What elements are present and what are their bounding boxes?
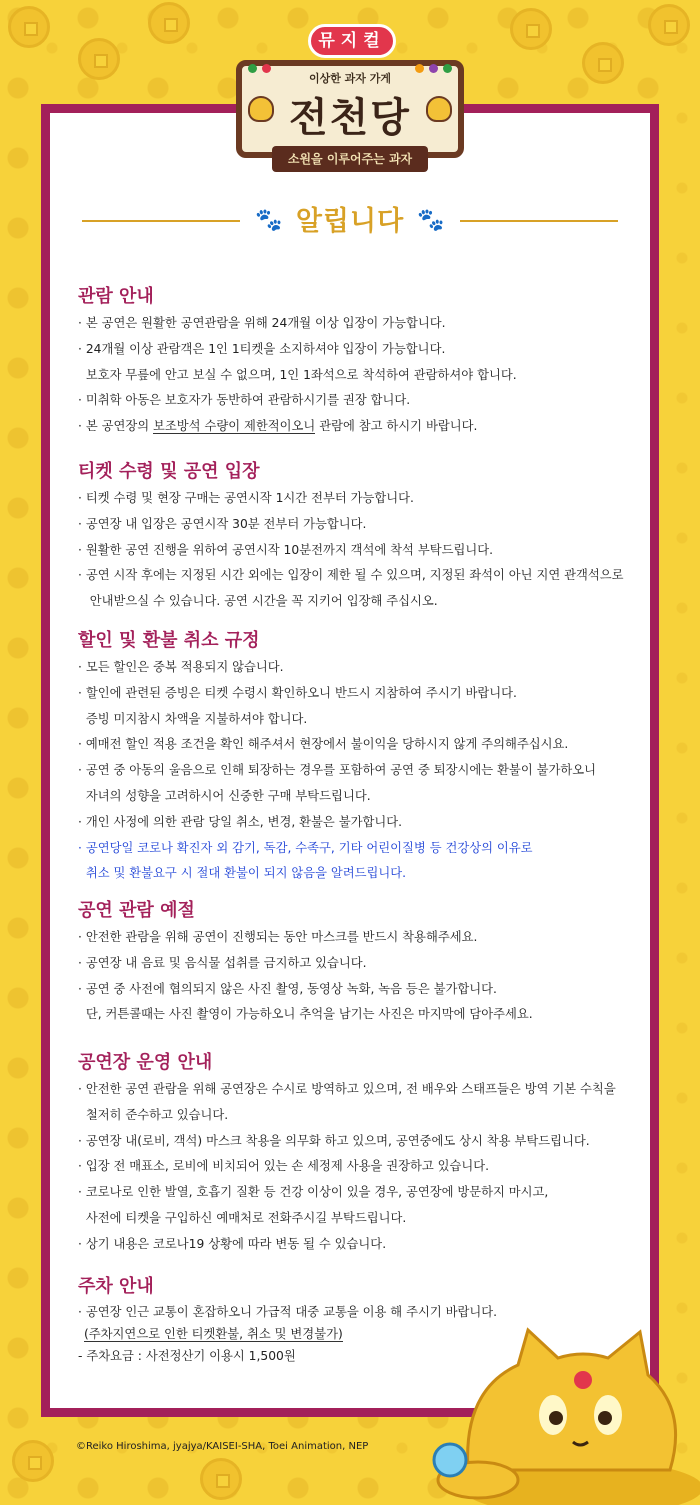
notice-heading xyxy=(50,199,650,238)
list-item: · 공연장 인근 교통이 혼잡하오니 가급적 대중 교통을 이용 해 주시기 바랍니다. xyxy=(78,1305,498,1319)
list-item: · 할인에 관련된 증빙은 티켓 수령시 확인하오니 반드시 지참하여 주시기 바랍니다. xyxy=(78,685,517,700)
section-title: 주차 안내 xyxy=(78,1276,154,1297)
list-item: · 공연장 내(로비, 객석) 마스크 착용을 의무화 하고 있으며, 공연중에도 상시 착용 부탁드립니다. xyxy=(78,1133,590,1148)
coin-icon xyxy=(510,8,552,50)
list-item: · 본 공연은 원활한 공연관람을 위해 24개월 이상 입장이 가능합니다. xyxy=(78,316,446,330)
list-item: · 공연 시작 후에는 지정된 시간 외에는 입장이 제한 될 수 있으며, 지정된 좌석이 아닌 지연 관객석으로 xyxy=(78,568,624,583)
list-item: · 모든 할인은 중복 적용되지 않습니다. xyxy=(78,660,284,674)
notice-paper xyxy=(50,113,650,1408)
list-item: · 미취학 아동은 보호자가 동반하여 관람하시기를 권장 합니다. xyxy=(78,393,411,408)
underlined-text: 보조방석 수량이 제한적이오니 xyxy=(153,419,316,434)
list-item: · 상기 내용은 코로나19 상황에 따라 변동 될 수 있습니다. xyxy=(78,1236,387,1251)
heading-line-right xyxy=(460,220,618,222)
notice-title: 알립니다 xyxy=(295,206,405,237)
show-logo xyxy=(228,24,472,174)
list-item: · 공연 중 아동의 울음으로 인해 퇴장하는 경우를 포함하여 공연 중 퇴장시에는 환불이 불가하오니 xyxy=(78,763,596,778)
coin-icon xyxy=(648,4,690,46)
list-item: · 원활한 공연 진행을 위하여 공연시작 10분전까지 객석에 착석 부탁드립니다. xyxy=(78,542,494,557)
parking-fee: - 주차요금 : 사전정산기 이용시 1,500원 xyxy=(78,1349,296,1363)
warning-item: 취소 및 환불요구 시 절대 환불이 되지 않음을 알려드립니다. xyxy=(78,866,407,881)
list-item: · 티켓 수령 및 현장 구매는 공연시작 1시간 전부터 가능합니다. xyxy=(78,491,414,505)
section-etiquette xyxy=(78,897,638,1028)
text-segment: · 본 공연장의 xyxy=(78,419,154,434)
list-item: 철저히 준수하고 있습니다. xyxy=(78,1107,229,1122)
list-item xyxy=(78,414,638,440)
lucky-cat-icon xyxy=(408,1320,700,1505)
section-title: 티켓 수령 및 공연 입장 xyxy=(78,461,260,482)
list-item: · 24개월 이상 관람객은 1인 1티켓을 소지하셔야 입장이 가능합니다. xyxy=(78,341,446,356)
text-segment: 관람에 참고 하시기 바랍니다. xyxy=(315,419,478,434)
logo-title: 전천당 xyxy=(289,95,411,141)
section-discount-refund xyxy=(78,627,638,887)
paw-icon: 🐾 xyxy=(255,208,283,233)
list-item: 안내받으실 수 있습니다. 공연 시간을 꼭 지키어 입장해 주십시오. xyxy=(78,594,438,609)
notice-frame xyxy=(41,104,659,1417)
copyright-text: ©Reiko Hiroshima, jyajya/KAISEI-SHA, Toei Animation, NEP xyxy=(76,1441,369,1452)
list-item: 자녀의 성향을 고려하시어 신중한 구매 부탁드립니다. xyxy=(78,788,371,803)
list-item: · 입장 전 매표소, 로비에 비치되어 있는 손 세정제 사용을 권장하고 있습니다. xyxy=(78,1159,490,1174)
list-item: · 안전한 관람을 위해 공연이 진행되는 동안 마스크를 반드시 착용해주세요. xyxy=(78,930,478,944)
list-item: · 코로나로 인한 발열, 호흡기 질환 등 건강 이상이 있을 경우, 공연장에 방문하지 마시고, xyxy=(78,1185,549,1200)
logo-ribbon: 소원을 이루어주는 과자 xyxy=(272,146,428,172)
list-item: · 안전한 공연 관람을 위해 공연장은 수시로 방역하고 있으며, 전 배우와 스태프들은 방역 기본 수칙을 xyxy=(78,1082,616,1096)
lucky-cat-icon xyxy=(248,96,274,122)
coin-icon xyxy=(8,6,50,48)
heading-line-left xyxy=(82,220,240,222)
section-ticket-entry xyxy=(78,458,638,615)
list-item: · 개인 사정에 의한 관람 당일 취소, 변경, 환불은 불가합니다. xyxy=(78,814,403,829)
coin-icon xyxy=(78,38,120,80)
list-item: 단, 커튼콜때는 사진 촬영이 가능하오니 추억을 남기는 사진은 마지막에 담아주세요. xyxy=(78,1007,533,1022)
coin-icon xyxy=(582,42,624,84)
section-title: 공연장 운영 안내 xyxy=(78,1052,213,1073)
list-item: · 공연장 내 입장은 공연시작 30분 전부터 가능합니다. xyxy=(78,516,367,531)
list-item: 사전에 티켓을 구입하신 예매처로 전화주시길 부탁드립니다. xyxy=(78,1210,407,1225)
section-title: 할인 및 환불 취소 규정 xyxy=(78,630,260,651)
coin-icon xyxy=(148,2,190,44)
section-viewing-guide xyxy=(78,283,638,440)
musical-badge: 뮤지컬 xyxy=(308,24,396,58)
list-item: · 공연장 내 음료 및 음식물 섭취를 금지하고 있습니다. xyxy=(78,955,367,970)
underlined-text: (주차지연으로 인한 티켓환불, 취소 및 변경불가) xyxy=(84,1327,343,1341)
section-title: 공연 관람 예절 xyxy=(78,900,195,921)
list-item: 보호자 무릎에 안고 보실 수 없으며, 1인 1좌석으로 착석하여 관람하셔야 합니다. xyxy=(78,367,517,382)
paw-icon: 🐾 xyxy=(417,208,445,233)
coin-icon xyxy=(12,1440,54,1482)
section-title: 관람 안내 xyxy=(78,286,154,307)
list-item: · 공연 중 사전에 협의되지 않은 사진 촬영, 동영상 녹화, 녹음 등은 불가합니다. xyxy=(78,981,497,996)
list-item: · 예매전 할인 적용 조건을 확인 해주셔서 현장에서 불이익을 당하시지 않게 주의해주십시요. xyxy=(78,737,569,752)
warning-item: · 공연당일 코로나 확진자 외 감기, 독감, 수족구, 기타 어린이질병 등 건강상의 이유로 xyxy=(78,840,533,855)
logo-subtitle: 이상한 과자 가게 xyxy=(308,72,392,85)
lucky-cat-icon xyxy=(426,96,452,122)
logo-board xyxy=(236,60,464,158)
section-venue-operation xyxy=(78,1049,638,1258)
list-item: 증빙 미지참시 차액을 지불하셔야 합니다. xyxy=(78,711,308,726)
coin-icon xyxy=(200,1458,242,1500)
